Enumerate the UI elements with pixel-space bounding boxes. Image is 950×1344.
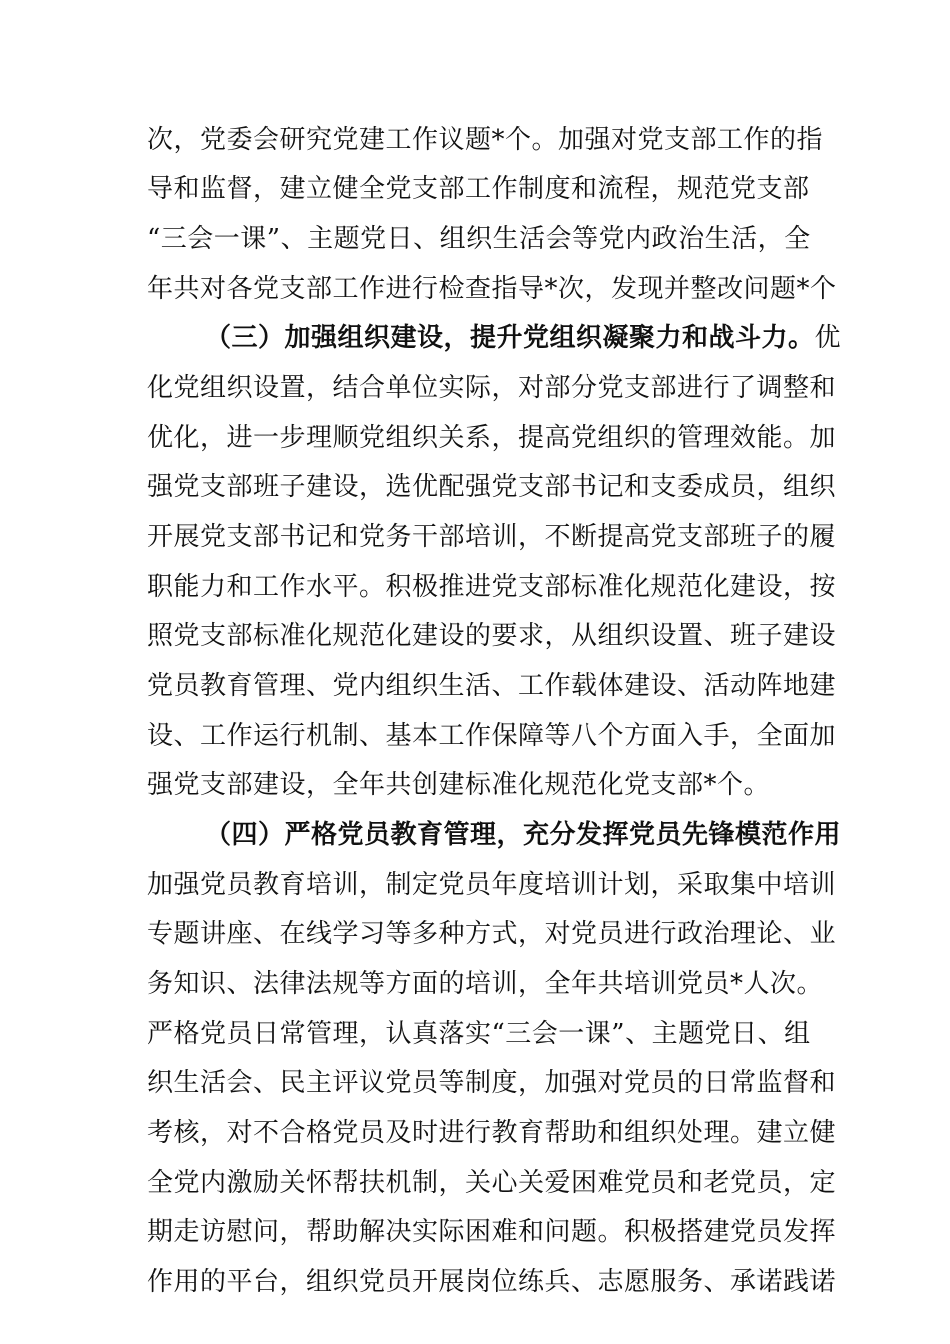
- text-line: 严格党员日常管理，认真落实“三会一课”、主题党日、组: [147, 1019, 811, 1049]
- text-line: 作用的平台，组织党员开展岗位练兵、志愿服务、承诺践诺: [147, 1267, 837, 1297]
- text-line: 导和监督，建立健全党支部工作制度和流程，规范党支部: [147, 174, 810, 204]
- text-line: 全党内激励关怀帮扶机制，关心关爱困难党员和老党员，定: [147, 1168, 837, 1198]
- heading-text: （四）严格党员教育管理，充分发挥党员先锋模范作用: [205, 820, 842, 850]
- text-line: 专题讲座、在线学习等多种方式，对党员进行政治理论、业: [147, 919, 837, 949]
- text-line: 强党支部班子建设，选优配强党支部书记和支委成员，组织: [147, 472, 837, 502]
- text-line: 织生活会、民主评议党员等制度，加强对党员的日常监督和: [147, 1068, 837, 1098]
- section-heading-3: [205, 321, 842, 355]
- text-line: 设、工作运行机制、基本工作保障等八个方面入手，全面加: [147, 721, 837, 751]
- heading-text: （三）加强组织建设，提升党组织凝聚力和战斗力。: [205, 323, 815, 353]
- text-line: 职能力和工作水平。积极推进党支部标准化规范化建设，按: [147, 572, 837, 602]
- text-run: 优: [814, 323, 842, 353]
- text-line: 加强党员教育培训，制定党员年度培训计划，采取集中培训: [147, 870, 837, 900]
- section-heading-4: [205, 818, 842, 852]
- text-line: 化党组织设置，结合单位实际，对部分党支部进行了调整和: [147, 373, 837, 403]
- text-line: 强党支部建设，全年共创建标准化规范化党支部*个。: [147, 770, 771, 800]
- text-line: “三会一课”、主题党日、组织生活会等党内政治生活，全: [147, 224, 811, 254]
- text-line: 次，党委会研究党建工作议题*个。加强对党支部工作的指: [147, 125, 824, 155]
- text-line: 开展党支部书记和党务干部培训，不断提高党支部班子的履: [147, 522, 837, 552]
- text-line: 党员教育管理、党内组织生活、工作载体建设、活动阵地建: [147, 671, 837, 701]
- text-line: 务知识、法律法规等方面的培训，全年共培训党员*人次。: [147, 969, 824, 999]
- text-line: 考核，对不合格党员及时进行教育帮助和组织处理。建立健: [147, 1118, 837, 1148]
- text-line: 优化，进一步理顺党组织关系，提高党组织的管理效能。加: [147, 423, 837, 453]
- text-line: 期走访慰问，帮助解决实际困难和问题。积极搭建党员发挥: [147, 1217, 837, 1247]
- text-line: 照党支部标准化规范化建设的要求，从组织设置、班子建设: [147, 621, 837, 651]
- text-line: 年共对各党支部工作进行检查指导*次，发现并整改问题*个: [147, 274, 837, 304]
